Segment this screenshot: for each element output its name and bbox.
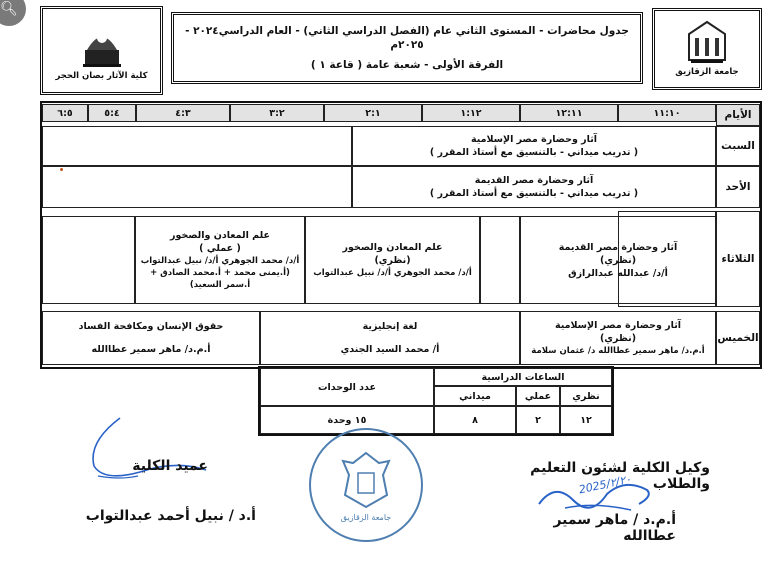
course-title: علم المعادن والصخور — [170, 230, 270, 241]
units-value: ١٥ وحدة — [260, 406, 434, 434]
course-instructor: أ/د/ محمد الجوهري أ/د/ نبيل عبدالتواب — [313, 268, 472, 278]
tuesday-session — [305, 216, 480, 304]
course-title: آثار وحضارة مصر القديمة — [474, 175, 594, 186]
time-slot: ٦:٥ — [42, 104, 88, 122]
practical-value: ٢ — [516, 406, 560, 434]
course-instructor: أ/د/ عبدالله عبدالرازق — [568, 267, 668, 279]
course-title: آثار وحضارة مصر القديمة — [558, 241, 678, 253]
vice-dean-title: وكيل الكلية لشئون التعليم والطلاب — [530, 460, 710, 492]
course-instructor: أ.م.د/ ماهر سمير عطاالله د/ عثمان سلامة — [531, 346, 705, 356]
left-logo-box — [40, 6, 163, 95]
zoom-icon[interactable]: 🔍︎ — [0, 0, 26, 26]
ink-dot — [60, 168, 63, 171]
course-instructor: أ/د/ محمد الجوهري أ/د/ نبيل عبدالتواب — [140, 256, 300, 266]
course-assistants: أ.سمر السعيد) — [189, 280, 251, 290]
saturday-session — [352, 126, 716, 166]
vice-dean-handwriting: 2025/٢/٢٠ — [577, 472, 633, 497]
stamp-text: جامعة الزقازيق — [340, 512, 392, 522]
sunday-session — [352, 166, 716, 208]
course-title: لغة إنجليزية — [362, 321, 418, 332]
faculty-logo-icon — [79, 20, 125, 70]
time-slot: ١١:١٠ — [618, 104, 716, 122]
course-title: حقوق الإنسان ومكافحة الفساد — [78, 321, 224, 332]
time-slot: ٢:١ — [324, 104, 422, 122]
time-slot: ١٢:١١ — [520, 104, 618, 122]
thursday-session — [42, 311, 260, 365]
course-title: آثار وحضارة مصر الإسلامية — [554, 320, 682, 331]
empty-cell — [42, 126, 352, 166]
course-title: آثار وحضارة مصر الإسلامية — [470, 134, 598, 145]
hours-header: الساعات الدراسية — [434, 368, 612, 386]
field-header: ميداني — [434, 386, 516, 406]
time-slot: ٥:٤ — [88, 104, 136, 122]
university-logo-icon — [685, 20, 729, 66]
dean-name: أ.د / نبيل أحمد عبدالتواب — [85, 508, 256, 524]
course-assistants: (أ.يمنى محمد + أ.محمد الصادق + — [150, 268, 290, 278]
practical-header: عملي — [516, 386, 560, 406]
day-label: الثلاثاء — [716, 211, 760, 307]
empty-cell — [42, 216, 135, 304]
tuesday-session — [135, 216, 305, 304]
time-slot: ٤:٣ — [136, 104, 230, 122]
thursday-session — [260, 311, 520, 365]
course-title: علم المعادن والصخور — [342, 242, 443, 253]
right-logo-box — [652, 8, 762, 90]
units-header: عدد الوحدات — [260, 368, 434, 406]
day-label: الأحد — [716, 166, 760, 208]
dean-title: عميد الكلية — [132, 458, 208, 474]
vice-dean-name: أ.م.د / ماهر سمير عطاالله — [553, 512, 676, 544]
day-label: الخميس — [716, 311, 760, 365]
course-note: ( تدريب ميداني - بالتنسيق مع أستاذ المقرر ) — [429, 147, 639, 158]
title-line-2: الفرقة الأولى - شعبة عامة ( قاعة ١ ) — [310, 59, 504, 71]
thursday-session — [520, 311, 716, 365]
time-slot: ١:١٢ — [422, 104, 520, 122]
time-slot: ٣:٢ — [230, 104, 324, 122]
course-instructor: أ.م.د/ ماهر سمير عطاالله — [91, 344, 211, 355]
field-value: ٨ — [434, 406, 516, 434]
university-stamp — [309, 428, 423, 542]
course-type: (نظري) — [374, 255, 411, 266]
tuesday-session — [520, 216, 716, 304]
faculty-caption: كلية الآثار بصان الحجر — [55, 70, 148, 81]
course-note: ( تدريب ميداني - بالتنسيق مع أستاذ المقرر ) — [429, 188, 639, 199]
eagle-emblem-icon — [337, 449, 395, 513]
theory-value: ١٢ — [560, 406, 612, 434]
course-type: ( عملي ) — [199, 243, 241, 254]
theory-header: نظري — [560, 386, 612, 406]
empty-cell — [42, 166, 352, 208]
title-box — [171, 12, 643, 84]
vice-dean-signature-icon — [535, 474, 660, 514]
day-label: السبت — [716, 126, 760, 166]
dean-signature-icon — [80, 410, 210, 486]
days-header: الأيام — [716, 104, 760, 126]
course-type: (نظري) — [599, 254, 637, 266]
title-line-1: جدول محاضرات - المستوى الثاني عام (الفصل الدراسي الثاني) - العام الدراسي٢٠٢٤ - ٢٠٢٥م — [185, 25, 629, 51]
course-type: (نظري) — [599, 333, 637, 344]
university-caption: جامعة الزقازيق — [675, 67, 739, 77]
course-instructor: أ/ محمد السيد الجندي — [340, 344, 440, 355]
empty-cell — [480, 216, 520, 304]
